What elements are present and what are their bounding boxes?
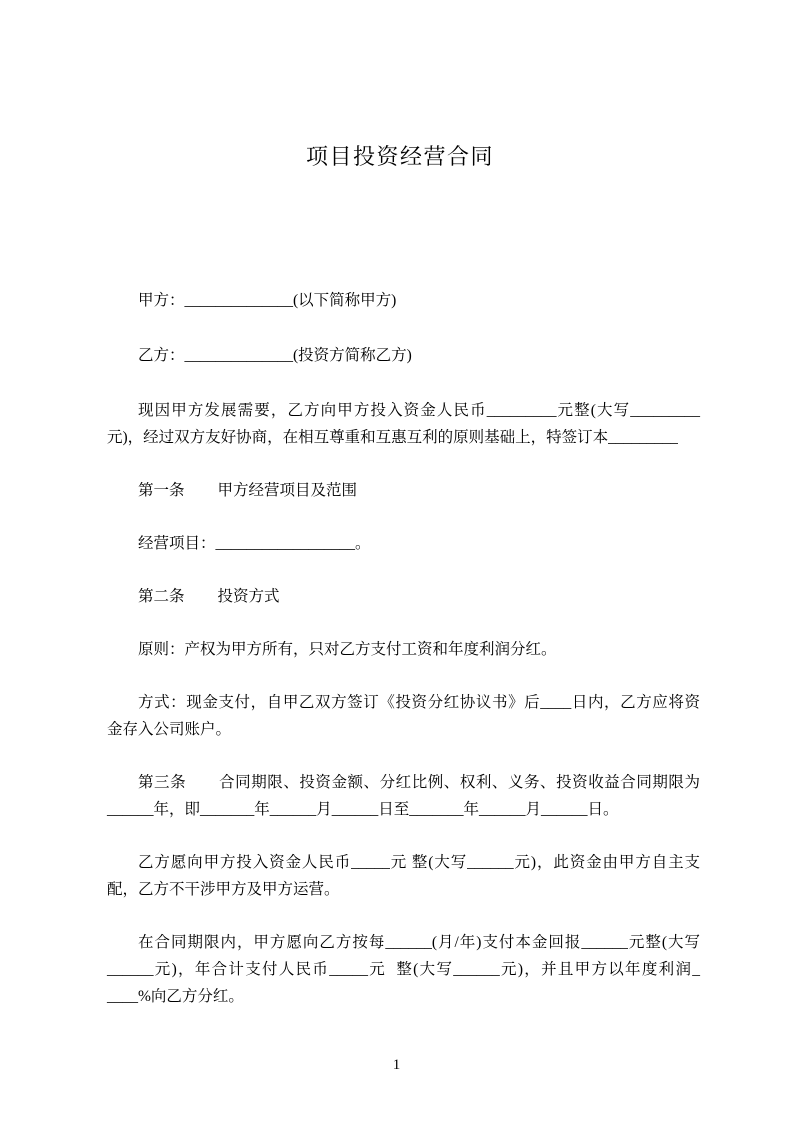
preamble-line: 现因甲方发展需要，乙方向甲方投入资金人民币_________元整(大写_________ xyxy=(138,401,700,419)
payment-method-line: 金存入公司账户。 xyxy=(107,720,232,738)
project-scope-paragraph xyxy=(107,530,700,557)
returns-line: ____%向乙方分红。 xyxy=(107,987,244,1005)
article-title: 甲方经营项目及范围 xyxy=(217,481,358,499)
party-b-line: 乙方：______________(投资方简称乙方) xyxy=(138,346,412,364)
document-body xyxy=(107,287,700,1036)
principle-line: 原则：产权为甲方所有，只对乙方支付工资和年度利润分红。 xyxy=(138,640,557,658)
contract-term-line: ______年，即_______年______月______日至_______年______月______日。 xyxy=(107,800,619,818)
investment-line: 乙方愿向甲方投入资金人民币_____元 整(大写______元)，此资金由甲方自主支 xyxy=(138,853,700,871)
returns-line: 在合同期限内，甲方愿向乙方按每______(月/年)支付本金回报______元整(大写 xyxy=(138,933,700,951)
article-title: 合同期限、投资金额、分红比例、权利、义务、投资收益合同期限为 xyxy=(219,773,700,791)
article-1-heading xyxy=(107,477,700,504)
preamble-paragraph xyxy=(107,397,700,451)
project-scope-line: 经营项目：__________________。 xyxy=(138,534,371,552)
party-a-paragraph xyxy=(107,287,700,314)
article-number: 第三条 xyxy=(138,773,187,791)
article-number: 第一条 xyxy=(138,481,185,499)
document-title: 项目投资经营合同 xyxy=(305,144,494,169)
article-heading-line xyxy=(107,583,700,610)
returns-line: ______元)，年合计支付人民币_____元 整(大写______元)，并且甲方以年度利润_ xyxy=(107,960,700,978)
investment-line: 配，乙方不干涉甲方及甲方运营。 xyxy=(107,880,340,898)
article-number: 第二条 xyxy=(138,587,185,605)
returns-paragraph xyxy=(107,929,700,1010)
page-number: 1 xyxy=(392,1057,401,1073)
article-heading-line xyxy=(107,769,700,796)
investment-paragraph xyxy=(107,849,700,903)
payment-method-paragraph xyxy=(107,689,700,743)
party-b-paragraph xyxy=(107,342,700,369)
principle-paragraph xyxy=(107,636,700,663)
article-2-heading xyxy=(107,583,700,610)
article-3-paragraph xyxy=(107,769,700,823)
article-heading-line xyxy=(107,477,700,504)
article-title: 投资方式 xyxy=(217,587,280,605)
party-a-line: 甲方：______________(以下简称甲方) xyxy=(138,291,397,309)
preamble-line: 元)，经过双方友好协商，在相互尊重和互惠互利的原则基础上，特签订本_________ xyxy=(107,428,678,446)
payment-method-line: 方式：现金支付，自甲乙双方签订《投资分红协议书》后____日内，乙方应将资 xyxy=(138,693,700,711)
